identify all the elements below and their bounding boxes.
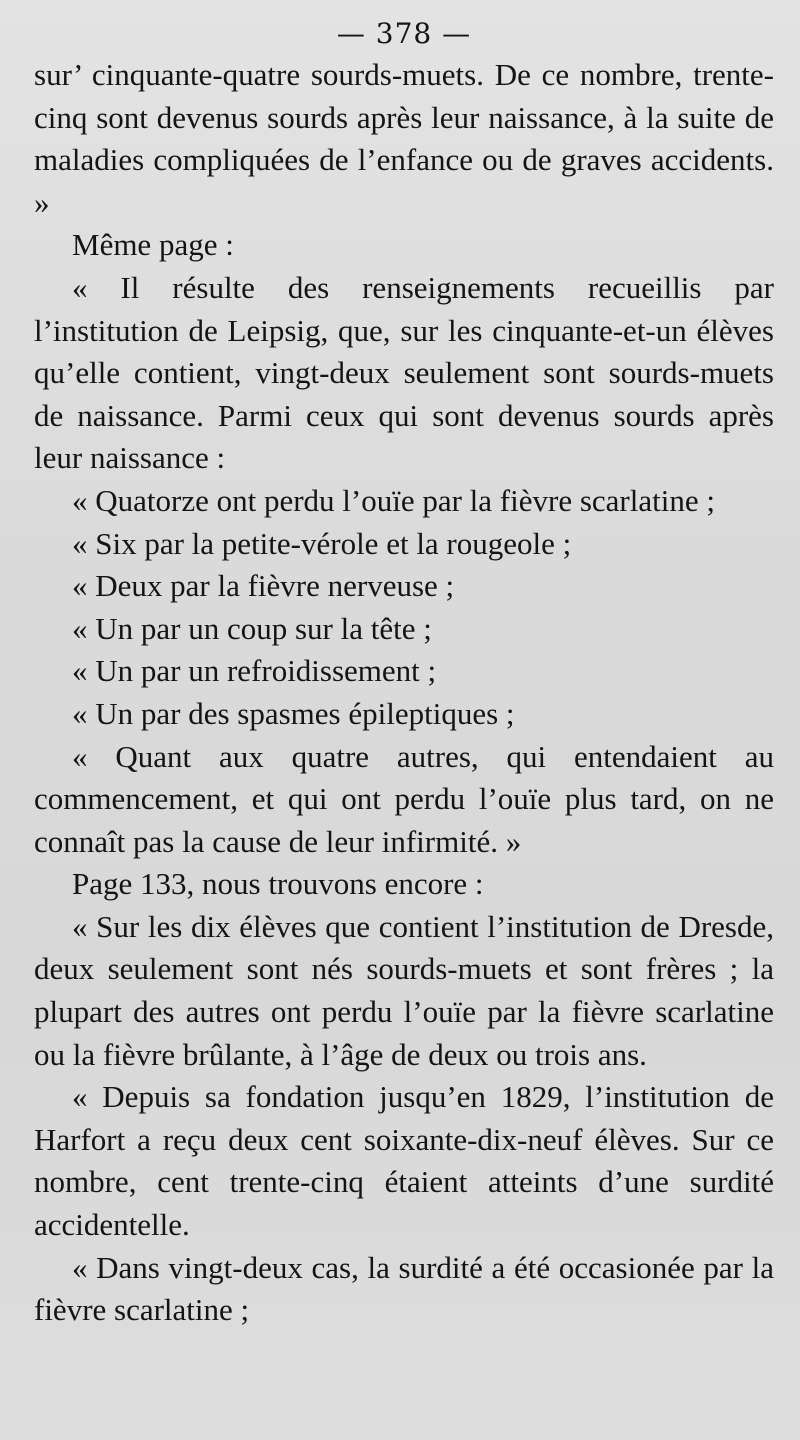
paragraph-same-page: Même page : <box>72 227 234 263</box>
list-item-fievre-nerveuse: « Deux par la fièvre nerveuse ; <box>72 568 455 604</box>
paragraph-page-133: Page 133, nous trouvons encore : <box>72 866 484 902</box>
body-text <box>34 54 774 1332</box>
list-item-spasmes: « Un par des spasmes épileptiques ; <box>72 695 515 731</box>
paragraph-continuation: sur’ cinquante-quatre sourds-muets. De ce nombre, trente-cinq sont devenus sourds après leur naissance, à la suite de maladies compliquées de l’enfance ou de graves accidents. » <box>34 57 774 220</box>
paragraph-vingt-deux-cas: « Dans vingt-deux cas, la surdité a été occasionée par la fièvre scarlatine ; <box>34 1249 774 1328</box>
list-item-coup-tete: « Un par un coup sur la tête ; <box>72 610 432 646</box>
paragraph-harfort: « Depuis sa fondation jusqu’en 1829, l’institution de Harfort a reçu deux cent soixante-dix-neuf élèves. Sur ce nombre, cent trente-cinq étaient atteints d’une surdité accidentelle. <box>34 1079 774 1243</box>
paragraph-dresde: « Sur les dix élèves que contient l’institution de Dresde, deux seulement sont nés sourds-muets et sont frères ; la plupart des autres ont perdu l’ouïe par la fièvre scarlatine ou la fièvre brûlante, à l’âge de deux ou trois ans. <box>34 908 774 1072</box>
page-number: — 378 — <box>336 17 472 50</box>
paragraph-leipsig-quote: « Il résulte des renseignements recueillis par l’institution de Leipsig, que, sur les cinquante-et-un élèves qu’elle contient, vingt-deux seulement sont sourds-muets de naissance. Parmi ceux qui sont devenus sourds après leur naissance : <box>34 269 774 476</box>
list-item-petite-verole: « Six par la petite-vérole et la rougeole ; <box>72 525 572 561</box>
list-item-scarlatine: « Quatorze ont perdu l’ouïe par la fièvre scarlatine ; <box>72 482 715 518</box>
list-item-refroidissement: « Un par un refroidissement ; <box>72 653 437 689</box>
paragraph-quatre-autres: « Quant aux quatre autres, qui entendaient au commencement, et qui ont perdu l’ouïe plus tard, on ne connaît pas la cause de leur infirmité. » <box>34 738 774 859</box>
